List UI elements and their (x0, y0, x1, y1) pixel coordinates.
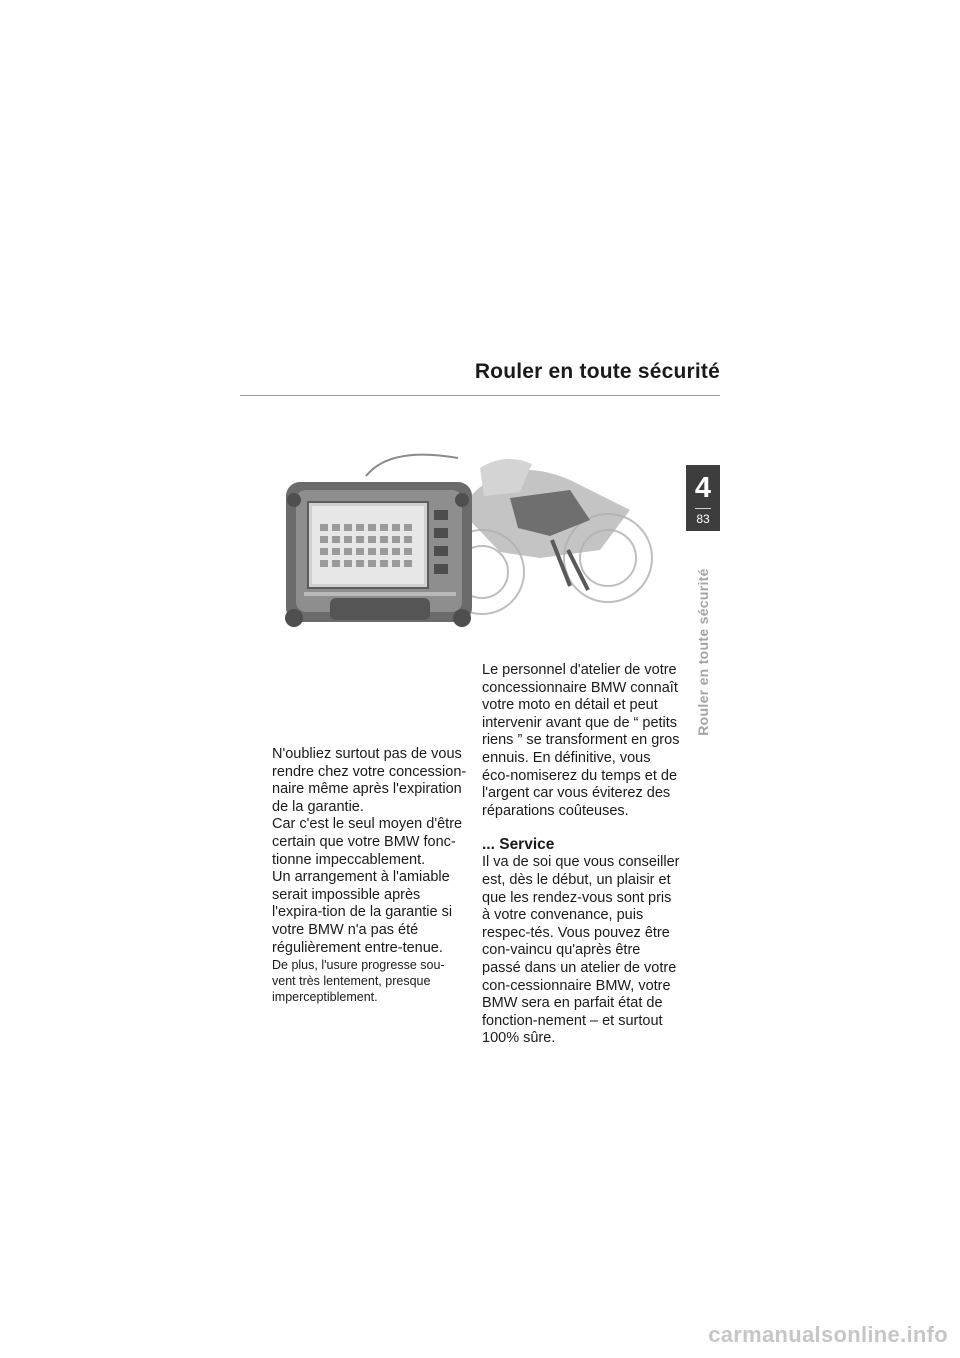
right-text-column (482, 662, 680, 1048)
note-paragraph: De plus, l'usure progresse sou-vent très lentement, presque imperceptiblement. (272, 958, 445, 1005)
paragraph: Car c'est le seul moyen d'être certain que votre BMW fonc-tionne impeccablement. (272, 816, 463, 868)
header-divider (240, 395, 720, 396)
section-paragraph: Il va de soi que vous conseiller est, dès le début, un plaisir et que les rendez-vous sont pris à votre convenance, puis respec-tés. Vous pouvez être con-vaincu qu'après être passé dans un atelier de votre con-cessionnaire BMW, votre BMW sera en parfait état de fonction-nement – et surtout 100% sûre. (482, 854, 680, 1047)
diagnostic-tester-and-motorcycle-image (270, 440, 700, 655)
page-title: Rouler en toute sécurité (474, 360, 720, 383)
section-heading: ... Service (482, 836, 555, 854)
paragraph: N'oubliez surtout pas de vous rendre chez votre concession-naire même après l'expiration de la garantie. (272, 746, 467, 815)
watermark: carmanualsonline.info (708, 1322, 948, 1347)
chapter-number: 4 (694, 472, 712, 504)
paragraph: Un arrangement à l'amiable serait impossible après l'expira-tion de la garantie si votre BMW n'a pas été régulièrement entre-tenue. (272, 869, 453, 956)
intro-paragraph: Le personnel d'atelier de votre concessionnaire BMW connaît votre moto en détail et peut intervenir avant que de “ petits riens ” se transforment en gros ennuis. En définitive, vous éco-nomiserez du temps et de l'argent car vous éviterez des réparations coûteuses. (482, 662, 680, 819)
side-chapter-title: Rouler en toute sécurité (695, 568, 711, 736)
page-number: 83 (696, 512, 710, 526)
left-text-column (272, 746, 468, 1005)
